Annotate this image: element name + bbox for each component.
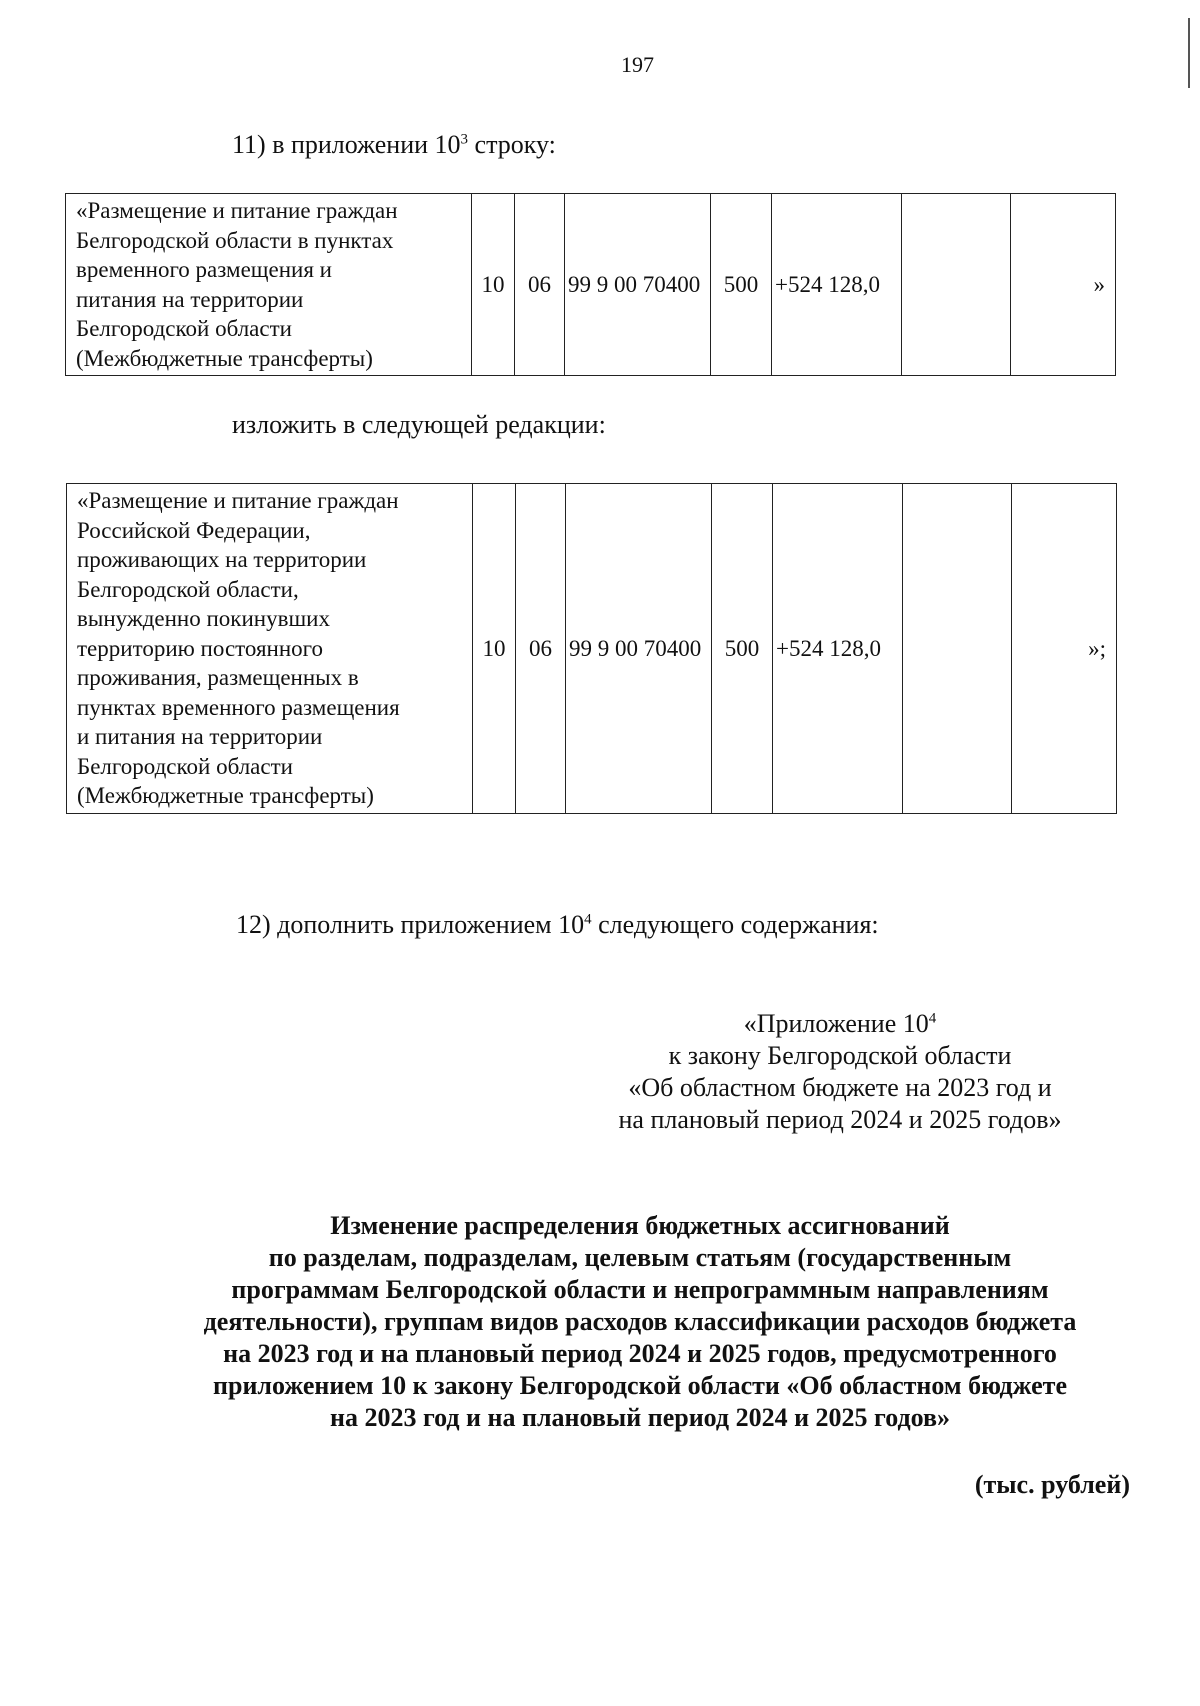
page-number: 197 bbox=[621, 52, 654, 77]
appendix-line-3: «Об областном бюджете на 2023 год и bbox=[628, 1073, 1052, 1102]
amount-cell: +524 128,0 bbox=[773, 484, 903, 814]
closing-quote-cell: » bbox=[1011, 194, 1116, 376]
item-12-suffix: следующего содержания: bbox=[591, 910, 879, 939]
target-article-cell: 99 9 00 70400 bbox=[565, 194, 711, 376]
description-line: вынужденно покинувших bbox=[77, 606, 330, 631]
description-line: временного размещения и bbox=[76, 257, 332, 282]
row-description bbox=[67, 484, 473, 814]
description-line: Белгородской области в пунктах bbox=[76, 227, 394, 253]
title-line: на 2023 год и на плановый период 2024 и 2025 годов, предусмотренного bbox=[223, 1339, 1057, 1368]
description-line: пунктах временного размещения bbox=[77, 694, 400, 720]
section-cell: 10 bbox=[472, 194, 515, 376]
item-11-heading bbox=[232, 130, 556, 160]
description-line: проживающих на территории bbox=[77, 547, 367, 572]
item-11-suffix: строку: bbox=[468, 130, 556, 159]
description-line: Белгородской области bbox=[77, 753, 293, 779]
subsection-cell: 06 bbox=[515, 194, 565, 376]
row-description bbox=[66, 194, 472, 376]
empty-cell bbox=[903, 484, 1012, 814]
target-article-cell: 99 9 00 70400 bbox=[566, 484, 712, 814]
title-line: программам Белгородской области и непрограммным направлениям bbox=[231, 1275, 1049, 1304]
description-line: Белгородской области bbox=[76, 316, 292, 341]
subsection-cell: 06 bbox=[516, 484, 566, 814]
expense-type-cell: 500 bbox=[712, 484, 773, 814]
replacement-instruction: изложить в следующей редакции: bbox=[232, 410, 606, 439]
item-11-sup: 3 bbox=[460, 131, 469, 148]
title-line: деятельности), группам видов расходов классификации расходов бюджета bbox=[203, 1307, 1077, 1336]
item-11-prefix: 11) в приложении 10 bbox=[232, 130, 461, 159]
section-cell: 10 bbox=[473, 484, 516, 814]
description-line: и питания на территории bbox=[77, 724, 323, 749]
description-line: территорию постоянного bbox=[77, 635, 324, 661]
appendix-title: «Приложение 10 bbox=[743, 1009, 929, 1038]
old-row-table bbox=[65, 193, 1116, 376]
table-row bbox=[67, 484, 1117, 814]
appendix-header bbox=[560, 1008, 1120, 1136]
item-12-heading bbox=[236, 910, 879, 940]
description-line: питания на территории bbox=[76, 286, 304, 312]
units-label: (тыс. рублей) bbox=[974, 1470, 1130, 1499]
appendix-line-2: к закону Белгородской области bbox=[668, 1041, 1012, 1070]
item-12-prefix: 12) дополнить приложением 10 bbox=[236, 910, 585, 939]
description-line: «Размещение и питание граждан bbox=[76, 198, 398, 223]
expense-type-cell: 500 bbox=[711, 194, 772, 376]
description-line: (Межбюджетные трансферты) bbox=[77, 783, 374, 808]
new-row-table bbox=[66, 483, 1117, 814]
title-line: по разделам, подразделам, целевым статьям (государственным bbox=[268, 1243, 1012, 1272]
item-12-sup: 4 bbox=[584, 911, 592, 928]
description-line: «Размещение и питание граждан bbox=[77, 488, 399, 513]
description-line: (Межбюджетные трансферты) bbox=[76, 345, 373, 371]
appendix-sup: 4 bbox=[928, 1010, 937, 1027]
closing-quote-cell: »; bbox=[1012, 484, 1117, 814]
description-line: проживания, размещенных в bbox=[77, 665, 359, 690]
appendix-line-4: на плановый период 2024 и 2025 годов» bbox=[618, 1105, 1062, 1134]
title-line: приложением 10 к закону Белгородской области «Об областном бюджете bbox=[213, 1371, 1067, 1400]
description-line: Белгородской области, bbox=[77, 576, 299, 602]
empty-cell bbox=[902, 194, 1011, 376]
amount-cell: +524 128,0 bbox=[772, 194, 902, 376]
title-line: Изменение распределения бюджетных ассигнований bbox=[330, 1211, 950, 1240]
title-line: на 2023 год и на плановый период 2024 и 2025 годов» bbox=[329, 1403, 951, 1432]
appendix-line-1 bbox=[560, 1008, 1120, 1040]
table-row bbox=[66, 194, 1116, 376]
document-title bbox=[110, 1210, 1170, 1434]
description-line: Российской Федерации, bbox=[77, 517, 311, 543]
